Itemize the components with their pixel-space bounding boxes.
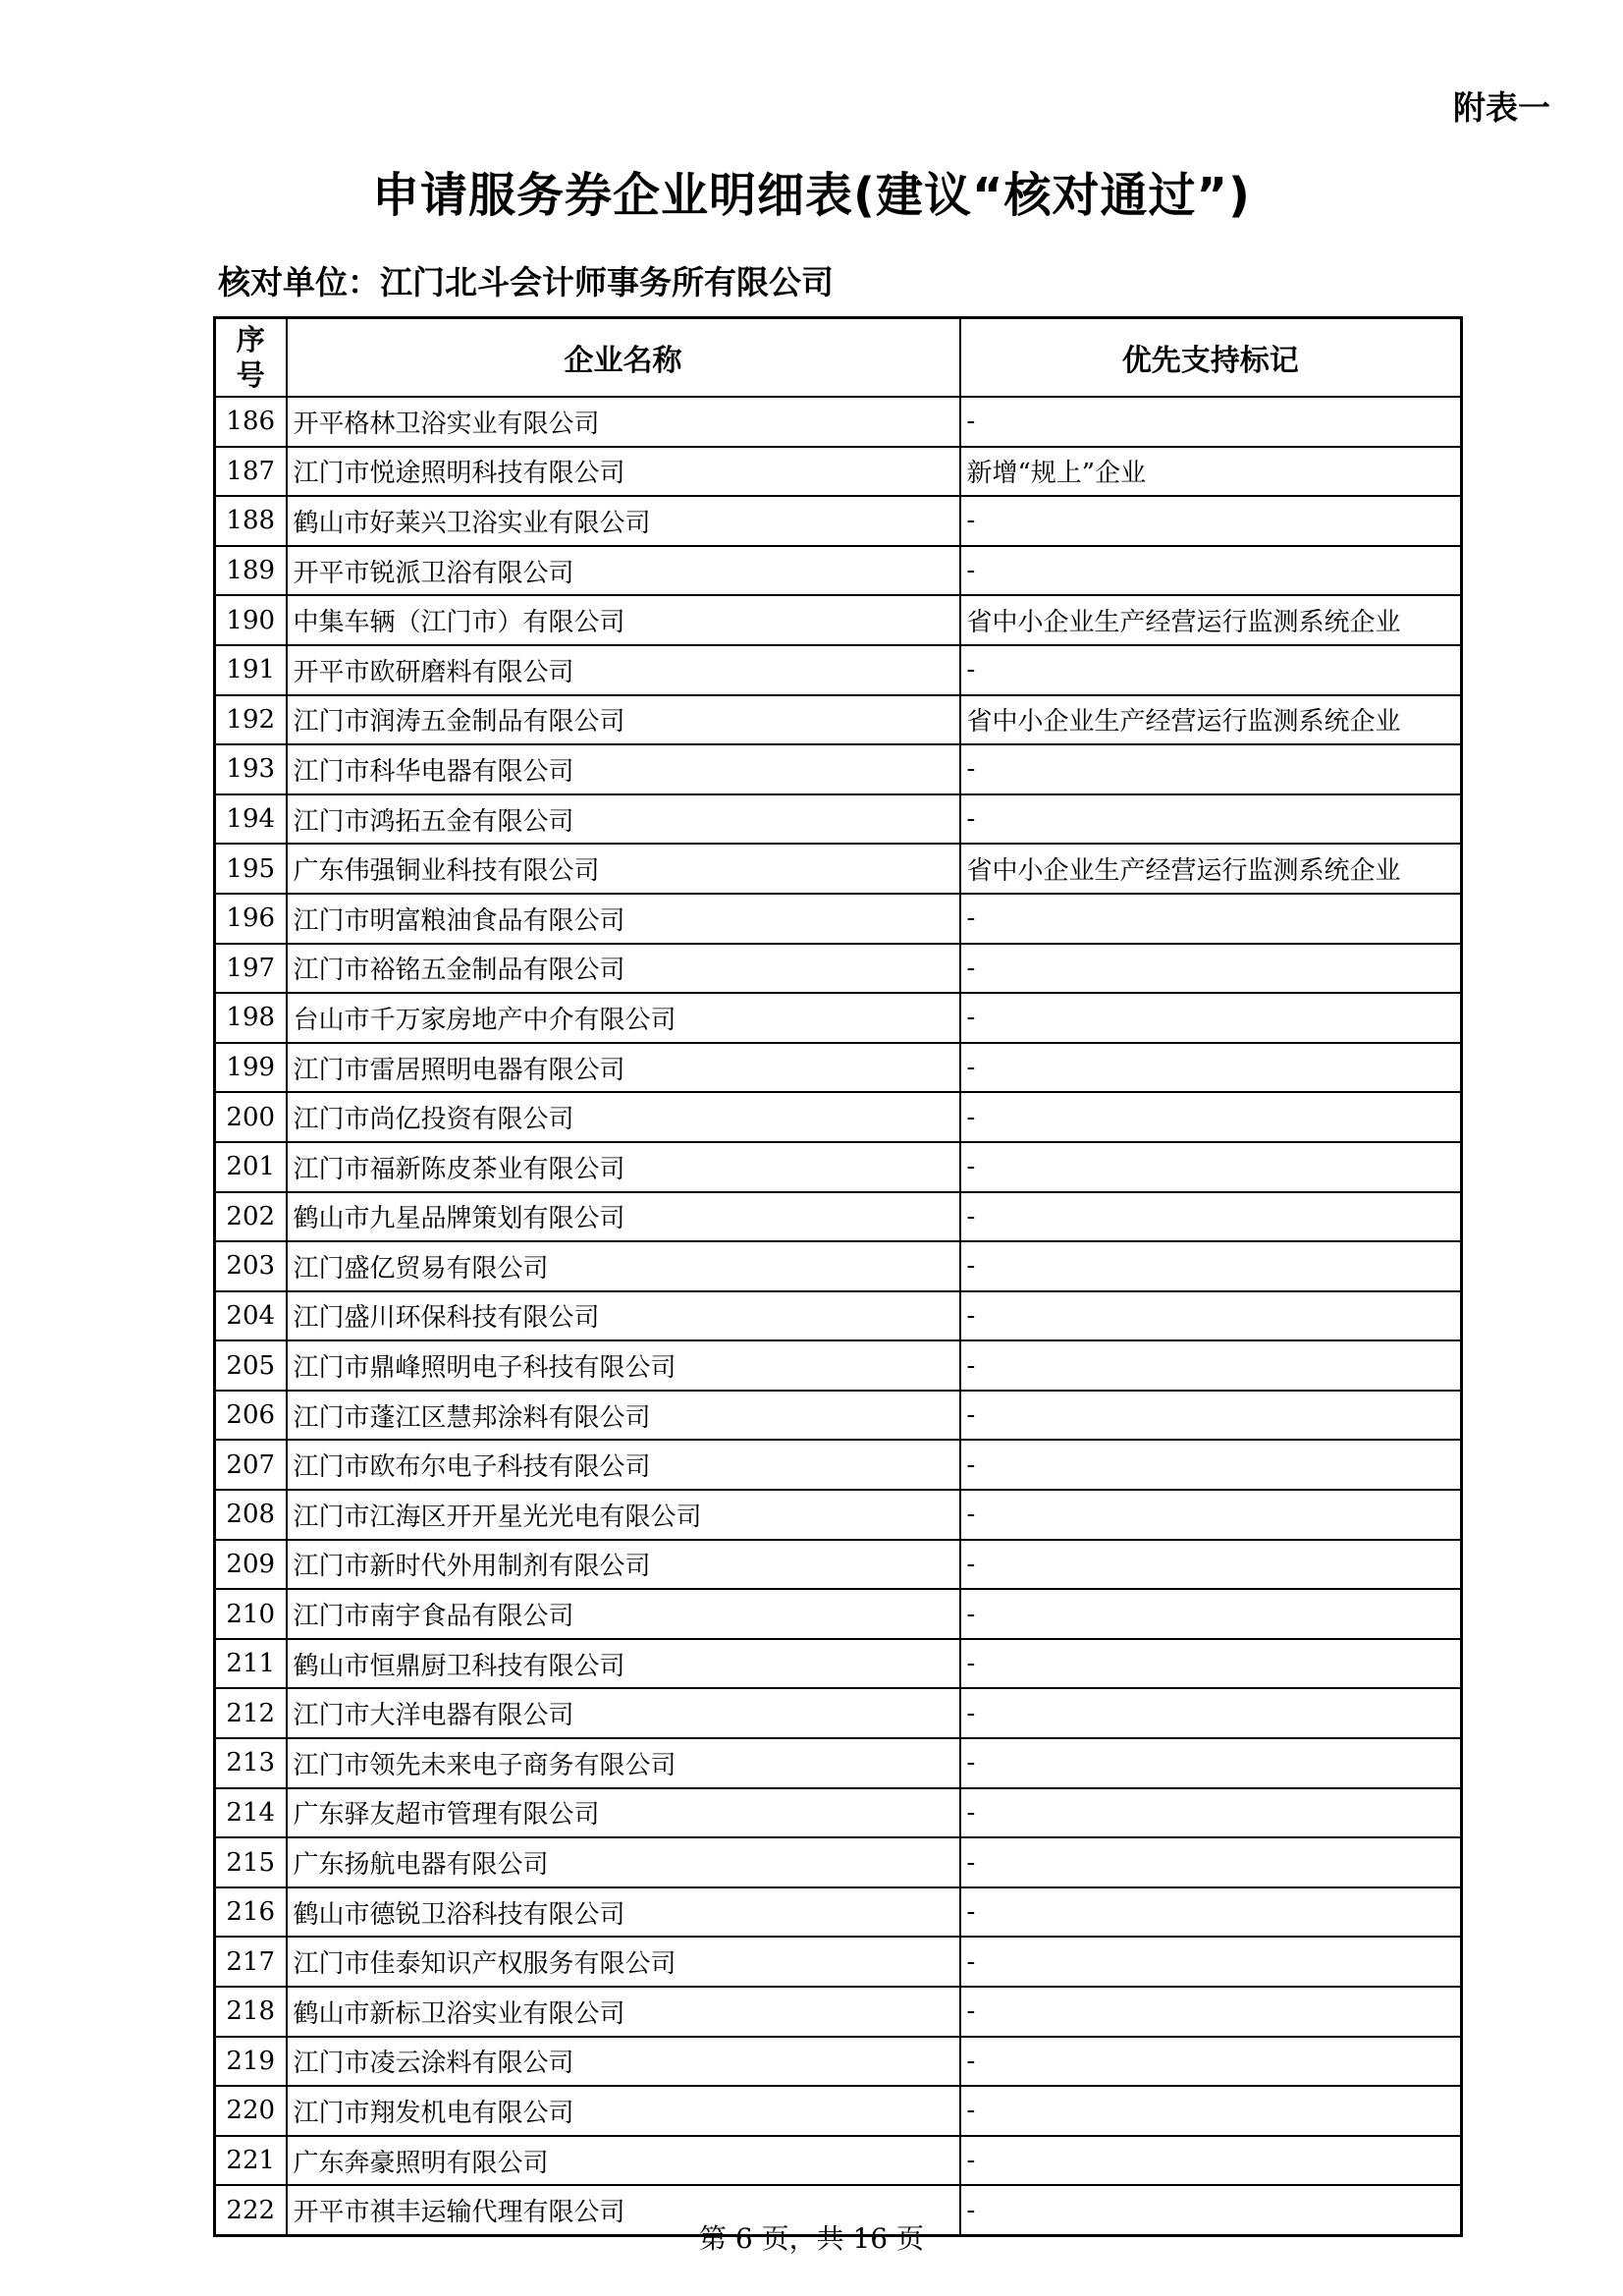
company-name: 鹤山市恒鼎厨卫科技有限公司 xyxy=(287,1639,960,1689)
row-number: 187 xyxy=(215,447,287,497)
row-number: 202 xyxy=(215,1192,287,1242)
priority-flag: - xyxy=(960,1937,1462,1987)
table-row xyxy=(215,1540,1462,1590)
company-name: 开平市欧研磨料有限公司 xyxy=(287,645,960,695)
company-name: 广东伟强铜业科技有限公司 xyxy=(287,844,960,894)
row-number: 204 xyxy=(215,1291,287,1341)
verify-unit: 核对单位：江门北斗会计师事务所有限公司 xyxy=(218,263,834,301)
priority-flag: 省中小企业生产经营运行监测系统企业 xyxy=(960,695,1462,745)
table-row xyxy=(215,794,1462,845)
priority-flag: - xyxy=(960,645,1462,695)
row-number: 191 xyxy=(215,645,287,695)
row-number: 201 xyxy=(215,1142,287,1192)
priority-flag: - xyxy=(960,1440,1462,1490)
annex-label: 附表一 xyxy=(1453,88,1550,127)
table-row xyxy=(215,1639,1462,1689)
row-number: 194 xyxy=(215,794,287,845)
header-no-line1: 序 xyxy=(236,323,265,356)
company-name: 台山市千万家房地产中介有限公司 xyxy=(287,993,960,1043)
company-name: 江门市科华电器有限公司 xyxy=(287,744,960,794)
company-name: 广东驿友超市管理有限公司 xyxy=(287,1788,960,1838)
company-name: 江门市雷居照明电器有限公司 xyxy=(287,1043,960,1093)
priority-flag: - xyxy=(960,1043,1462,1093)
company-name: 江门市润涛五金制品有限公司 xyxy=(287,695,960,745)
row-number: 214 xyxy=(215,1788,287,1838)
company-name: 江门市鼎峰照明电子科技有限公司 xyxy=(287,1340,960,1391)
row-number: 218 xyxy=(215,1987,287,2037)
row-number: 213 xyxy=(215,1738,287,1788)
priority-flag: - xyxy=(960,1092,1462,1142)
company-name: 鹤山市德锐卫浴科技有限公司 xyxy=(287,1887,960,1938)
table-row xyxy=(215,447,1462,497)
table-row xyxy=(215,695,1462,745)
priority-flag: - xyxy=(960,744,1462,794)
priority-flag: - xyxy=(960,1291,1462,1341)
company-name: 江门市鸿拓五金有限公司 xyxy=(287,794,960,845)
company-name: 开平市祺丰运输代理有限公司 xyxy=(287,2185,960,2235)
company-name: 江门市领先未来电子商务有限公司 xyxy=(287,1738,960,1788)
table-body xyxy=(215,397,1462,2235)
row-number: 197 xyxy=(215,944,287,994)
page-footer: 第 6 页，共 16 页 xyxy=(698,2222,925,2255)
company-name: 江门市裕铭五金制品有限公司 xyxy=(287,944,960,994)
table-row xyxy=(215,1241,1462,1291)
row-number: 193 xyxy=(215,744,287,794)
row-number: 219 xyxy=(215,2037,287,2087)
table-row xyxy=(215,1340,1462,1391)
row-number: 186 xyxy=(215,397,287,447)
row-number: 208 xyxy=(215,1490,287,1540)
priority-flag: - xyxy=(960,2037,1462,2087)
row-number: 206 xyxy=(215,1391,287,1441)
table-row xyxy=(215,595,1462,645)
priority-flag: - xyxy=(960,1142,1462,1192)
company-name: 江门市南宇食品有限公司 xyxy=(287,1589,960,1639)
row-number: 216 xyxy=(215,1887,287,1938)
header-name: 企业名称 xyxy=(287,318,960,398)
priority-flag: - xyxy=(960,894,1462,944)
company-name: 广东奔豪照明有限公司 xyxy=(287,2136,960,2186)
priority-flag: - xyxy=(960,993,1462,1043)
table-row xyxy=(215,993,1462,1043)
header-no-line2: 号 xyxy=(236,358,265,392)
company-name: 江门市新时代外用制剂有限公司 xyxy=(287,1540,960,1590)
table-row xyxy=(215,2136,1462,2186)
company-name: 开平市锐派卫浴有限公司 xyxy=(287,546,960,596)
table-row xyxy=(215,1291,1462,1341)
table-row xyxy=(215,1788,1462,1838)
company-name: 鹤山市新标卫浴实业有限公司 xyxy=(287,1987,960,2037)
priority-flag: - xyxy=(960,2086,1462,2136)
row-number: 215 xyxy=(215,1837,287,1887)
row-number: 222 xyxy=(215,2185,287,2235)
row-number: 205 xyxy=(215,1340,287,1391)
priority-flag: 省中小企业生产经营运行监测系统企业 xyxy=(960,595,1462,645)
row-number: 217 xyxy=(215,1937,287,1987)
row-number: 199 xyxy=(215,1043,287,1093)
company-name: 江门盛川环保科技有限公司 xyxy=(287,1291,960,1341)
company-name: 开平格林卫浴实业有限公司 xyxy=(287,397,960,447)
priority-flag: - xyxy=(960,1837,1462,1887)
table-row xyxy=(215,397,1462,447)
priority-flag: - xyxy=(960,1639,1462,1689)
row-number: 200 xyxy=(215,1092,287,1142)
company-name: 江门市大洋电器有限公司 xyxy=(287,1688,960,1738)
row-number: 203 xyxy=(215,1241,287,1291)
row-number: 195 xyxy=(215,844,287,894)
priority-flag: - xyxy=(960,496,1462,546)
company-name: 江门市蓬江区慧邦涂料有限公司 xyxy=(287,1391,960,1441)
header-flag: 优先支持标记 xyxy=(960,318,1462,398)
table-row xyxy=(215,1391,1462,1441)
priority-flag: - xyxy=(960,546,1462,596)
priority-flag: - xyxy=(960,1788,1462,1838)
company-name: 江门市佳泰知识产权服务有限公司 xyxy=(287,1937,960,1987)
priority-flag: - xyxy=(960,1887,1462,1938)
priority-flag: - xyxy=(960,794,1462,845)
priority-flag: - xyxy=(960,1589,1462,1639)
priority-flag: - xyxy=(960,944,1462,994)
company-name: 江门市凌云涂料有限公司 xyxy=(287,2037,960,2087)
row-number: 209 xyxy=(215,1540,287,1590)
company-name: 江门市翔发机电有限公司 xyxy=(287,2086,960,2136)
company-name: 江门盛亿贸易有限公司 xyxy=(287,1241,960,1291)
row-number: 212 xyxy=(215,1688,287,1738)
priority-flag: - xyxy=(960,1241,1462,1291)
table-row xyxy=(215,744,1462,794)
company-name: 江门市尚亿投资有限公司 xyxy=(287,1092,960,1142)
row-number: 211 xyxy=(215,1639,287,1689)
priority-flag: - xyxy=(960,1688,1462,1738)
table-row xyxy=(215,645,1462,695)
priority-flag: - xyxy=(960,1192,1462,1242)
table-row xyxy=(215,1987,1462,2037)
priority-flag: - xyxy=(960,1987,1462,2037)
table-row xyxy=(215,894,1462,944)
table-row xyxy=(215,546,1462,596)
priority-flag: - xyxy=(960,397,1462,447)
priority-flag: - xyxy=(960,2185,1462,2235)
table-row xyxy=(215,2086,1462,2136)
table-row xyxy=(215,1092,1462,1142)
row-number: 221 xyxy=(215,2136,287,2186)
company-name: 鹤山市九星品牌策划有限公司 xyxy=(287,1192,960,1242)
priority-flag: - xyxy=(960,1340,1462,1391)
table-row xyxy=(215,1440,1462,1490)
table-row xyxy=(215,1192,1462,1242)
table-header-row xyxy=(215,318,1462,398)
priority-flag: - xyxy=(960,1540,1462,1590)
priority-flag: 新增“规上”企业 xyxy=(960,447,1462,497)
priority-flag: - xyxy=(960,1391,1462,1441)
company-name: 江门市江海区开开星光光电有限公司 xyxy=(287,1490,960,1540)
row-number: 192 xyxy=(215,695,287,745)
table-row xyxy=(215,496,1462,546)
table-row xyxy=(215,844,1462,894)
company-table xyxy=(213,316,1463,2237)
row-number: 220 xyxy=(215,2086,287,2136)
priority-flag: - xyxy=(960,1490,1462,1540)
table-row xyxy=(215,1142,1462,1192)
row-number: 190 xyxy=(215,595,287,645)
table-row xyxy=(215,1490,1462,1540)
table-row xyxy=(215,1738,1462,1788)
company-name: 广东扬航电器有限公司 xyxy=(287,1837,960,1887)
table-row xyxy=(215,1887,1462,1938)
company-name: 江门市明富粮油食品有限公司 xyxy=(287,894,960,944)
table-row xyxy=(215,1937,1462,1987)
company-name: 中集车辆（江门市）有限公司 xyxy=(287,595,960,645)
table-row xyxy=(215,1043,1462,1093)
table-row xyxy=(215,2037,1462,2087)
header-no xyxy=(215,318,287,398)
row-number: 210 xyxy=(215,1589,287,1639)
priority-flag: - xyxy=(960,1738,1462,1788)
table-row xyxy=(215,944,1462,994)
table-row xyxy=(215,1688,1462,1738)
row-number: 188 xyxy=(215,496,287,546)
company-name: 鹤山市好莱兴卫浴实业有限公司 xyxy=(287,496,960,546)
table-row xyxy=(215,1837,1462,1887)
company-name: 江门市欧布尔电子科技有限公司 xyxy=(287,1440,960,1490)
row-number: 198 xyxy=(215,993,287,1043)
row-number: 196 xyxy=(215,894,287,944)
page-title: 申请服务券企业明细表(建议“核对通过”) xyxy=(372,168,1251,223)
priority-flag: 省中小企业生产经营运行监测系统企业 xyxy=(960,844,1462,894)
table-row xyxy=(215,1589,1462,1639)
company-name: 江门市悦途照明科技有限公司 xyxy=(287,447,960,497)
row-number: 207 xyxy=(215,1440,287,1490)
company-name: 江门市福新陈皮茶业有限公司 xyxy=(287,1142,960,1192)
priority-flag: - xyxy=(960,2136,1462,2186)
row-number: 189 xyxy=(215,546,287,596)
